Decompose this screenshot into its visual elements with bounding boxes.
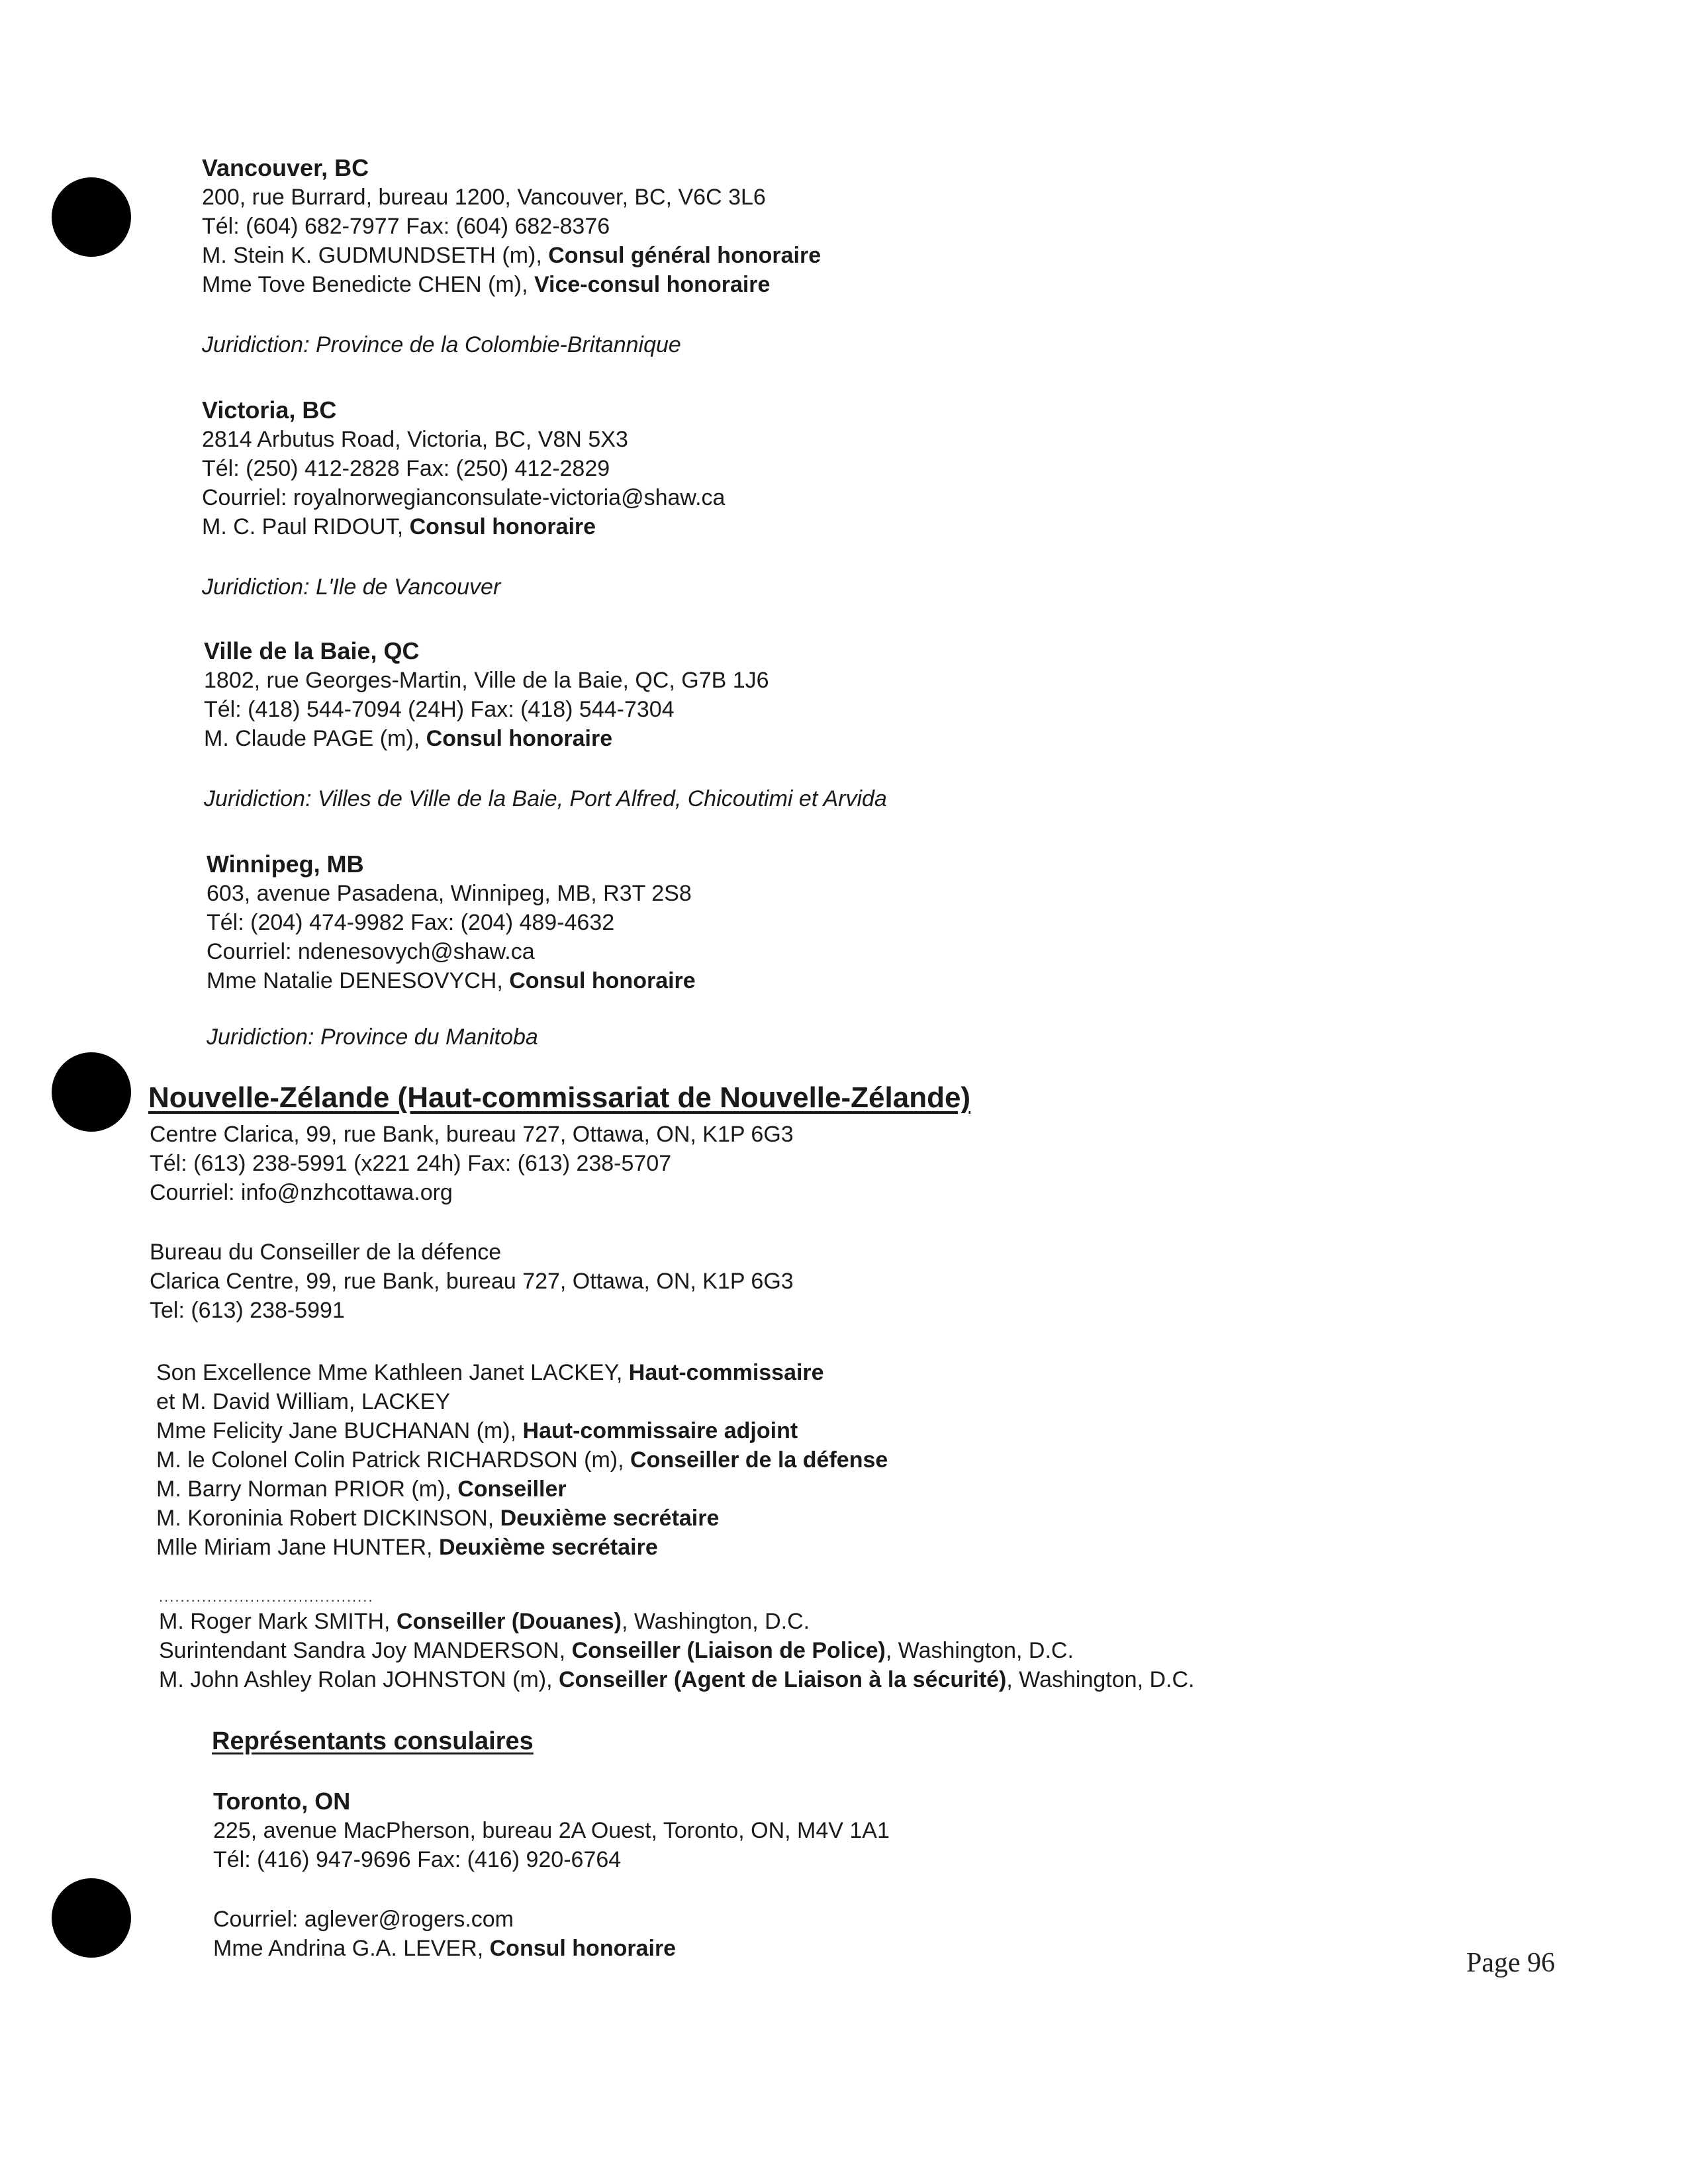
toronto-block (213, 1787, 890, 1874)
villebaie-address: 1802, rue Georges-Martin, Ville de la Baie, QC, G7B 1J6 (204, 668, 769, 693)
person-name: M. John Ashley Rolan JOHNSTON (m), (159, 1667, 559, 1692)
nz-defence-address: Clarica Centre, 99, rue Bank, bureau 727, Ottawa, ON, K1P 6G3 (150, 1269, 794, 1294)
person-name: Mme Natalie DENESOVYCH, (207, 968, 510, 993)
person-title: Vice-consul honoraire (534, 272, 771, 297)
consular-heading: Représentants consulaires (212, 1727, 534, 1755)
vancouver-person-2 (202, 270, 821, 299)
nz-contact-block (150, 1120, 794, 1207)
person-name: Mme Felicity Jane BUCHANAN (m), (156, 1418, 523, 1443)
person-name: M. Koroninia Robert DICKINSON, (156, 1506, 500, 1531)
winnipeg-block (207, 850, 696, 995)
staff-row (156, 1387, 888, 1416)
punch-hole-top (52, 177, 131, 257)
victoria-email: Courriel: royalnorwegianconsulate-victoria@shaw.ca (202, 485, 726, 510)
winnipeg-jurisdiction: Juridiction: Province du Manitoba (207, 1024, 538, 1050)
vancouver-city: Vancouver, BC (202, 154, 369, 181)
toronto-city: Toronto, ON (213, 1788, 351, 1815)
person-title: Consul honoraire (509, 968, 696, 993)
person-title: Deuxième secrétaire (500, 1506, 720, 1531)
staff-row (156, 1358, 888, 1387)
person-title: Consul honoraire (426, 726, 613, 751)
victoria-phone: Tél: (250) 412-2828 Fax: (250) 412-2829 (202, 456, 610, 481)
staff-row (156, 1533, 888, 1562)
person-name: M. Claude PAGE (m), (204, 726, 426, 751)
page-number: Page 96 (1466, 1948, 1556, 1978)
vancouver-person-1 (202, 241, 821, 270)
nz-phone: Tél: (613) 238-5991 (x221 24h) Fax: (613) 238-5707 (150, 1151, 672, 1176)
staff-row (156, 1445, 888, 1475)
person-name: M. Roger Mark SMITH, (159, 1609, 397, 1634)
nz-defence-phone: Tel: (613) 238-5991 (150, 1298, 345, 1323)
person-name: M. le Colonel Colin Patrick RICHARDSON (m), (156, 1447, 631, 1473)
nz-staff-list (156, 1358, 888, 1562)
punch-hole-bottom (52, 1878, 131, 1958)
nz-address: Centre Clarica, 99, rue Bank, bureau 727, Ottawa, ON, K1P 6G3 (150, 1122, 794, 1147)
washington-row (159, 1607, 1194, 1636)
victoria-block (202, 396, 725, 541)
punch-hole-middle (52, 1052, 131, 1132)
person-name: M. Stein K. GUDMUNDSETH (m), (202, 243, 549, 268)
nz-washington-list (159, 1607, 1194, 1694)
villebaie-phone: Tél: (418) 544-7094 (24H) Fax: (418) 544-7304 (204, 697, 675, 722)
nz-heading: Nouvelle-Zélande (Haut-commissariat de Nouvelle-Zélande) (148, 1081, 971, 1114)
person-title: Deuxième secrétaire (438, 1535, 658, 1560)
winnipeg-phone: Tél: (204) 474-9982 Fax: (204) 489-4632 (207, 910, 615, 935)
nz-defence-office: Bureau du Conseiller de la défence (150, 1240, 502, 1265)
victoria-jurisdiction: Juridiction: L'Ile de Vancouver (202, 574, 501, 600)
vancouver-address: 200, rue Burrard, bureau 1200, Vancouver, BC, V6C 3L6 (202, 185, 766, 210)
toronto-person-1 (213, 1934, 676, 1963)
person-name: Surintendant Sandra Joy MANDERSON, (159, 1638, 572, 1663)
person-location: , Washington, D.C. (622, 1609, 810, 1634)
person-title: Consul honoraire (409, 514, 596, 539)
separator-dots: ........................................ (159, 1588, 374, 1605)
villebaie-city: Ville de la Baie, QC (204, 637, 420, 664)
person-title: Conseiller de la défense (630, 1447, 888, 1473)
person-title: Conseiller (Agent de Liaison à la sécurité) (558, 1667, 1007, 1692)
person-name: et M. David William, LACKEY (156, 1389, 450, 1414)
victoria-person-1 (202, 512, 725, 541)
person-title: Consul général honoraire (548, 243, 821, 268)
toronto-contact (213, 1905, 676, 1963)
victoria-address: 2814 Arbutus Road, Victoria, BC, V8N 5X3 (202, 427, 628, 452)
winnipeg-person-1 (207, 966, 696, 995)
person-title: Conseiller (457, 1477, 567, 1502)
staff-row (156, 1416, 888, 1445)
person-title: Conseiller (Douanes) (396, 1609, 622, 1634)
toronto-email: Courriel: aglever@rogers.com (213, 1907, 514, 1932)
vancouver-phone: Tél: (604) 682-7977 Fax: (604) 682-8376 (202, 214, 610, 239)
victoria-city: Victoria, BC (202, 396, 337, 424)
person-name: Son Excellence Mme Kathleen Janet LACKEY, (156, 1360, 629, 1385)
person-name: Mme Tove Benedicte CHEN (m), (202, 272, 534, 297)
vancouver-jurisdiction: Juridiction: Province de la Colombie-Britannique (202, 332, 681, 357)
toronto-phone: Tél: (416) 947-9696 Fax: (416) 920-6764 (213, 1847, 622, 1872)
person-location: , Washington, D.C. (1006, 1667, 1195, 1692)
winnipeg-address: 603, avenue Pasadena, Winnipeg, MB, R3T 2S8 (207, 881, 692, 906)
winnipeg-email: Courriel: ndenesovych@shaw.ca (207, 939, 535, 964)
person-name: Mlle Miriam Jane HUNTER, (156, 1535, 439, 1560)
staff-row (156, 1475, 888, 1504)
winnipeg-city: Winnipeg, MB (207, 850, 364, 878)
person-name: Mme Andrina G.A. LEVER, (213, 1936, 490, 1961)
vancouver-block (202, 154, 821, 299)
person-title: Conseiller (Liaison de Police) (571, 1638, 886, 1663)
person-location: , Washington, D.C. (885, 1638, 1074, 1663)
nz-email: Courriel: info@nzhcottawa.org (150, 1180, 453, 1205)
person-title: Consul honoraire (489, 1936, 677, 1961)
washington-row (159, 1636, 1194, 1665)
washington-row (159, 1665, 1194, 1694)
villebaie-person-1 (204, 724, 769, 753)
villebaie-jurisdiction: Juridiction: Villes de Ville de la Baie, Port Alfred, Chicoutimi et Arvida (204, 786, 887, 811)
toronto-address: 225, avenue MacPherson, bureau 2A Ouest, Toronto, ON, M4V 1A1 (213, 1818, 890, 1843)
person-title: Haut-commissaire (628, 1360, 824, 1385)
villebaie-block (204, 637, 769, 753)
person-name: M. C. Paul RIDOUT, (202, 514, 410, 539)
nz-defence-block (150, 1238, 794, 1325)
person-title: Haut-commissaire adjoint (522, 1418, 798, 1443)
person-name: M. Barry Norman PRIOR (m), (156, 1477, 458, 1502)
staff-row (156, 1504, 888, 1533)
